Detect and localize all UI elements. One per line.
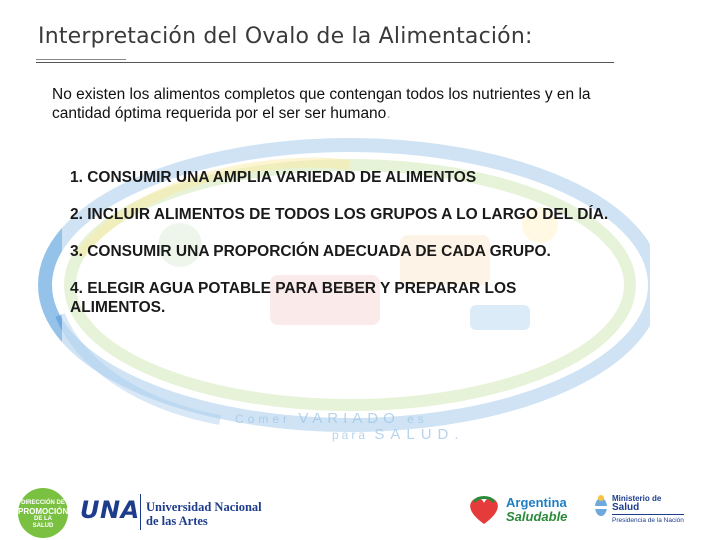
una-logo-mark: UNA [80, 496, 140, 524]
una-logo-name [146, 500, 262, 528]
promo-logo-line: DIRECCIÓN DE [21, 500, 65, 506]
argentina-saludable-heart-icon [466, 492, 502, 528]
recommendation-item: 3. CONSUMIR UNA PROPORCIÓN ADECUADA DE CADA GRUPO. [70, 243, 551, 260]
intro-text: No existen los alimentos completos que contengan todos los nutrientes y en la cantidad óptima requerida por el ser ser humano [52, 86, 591, 122]
promocion-salud-logo [18, 488, 68, 538]
promo-logo-line: SALUD [32, 523, 54, 529]
presidencia-line: Presidencia de la Nación [612, 514, 684, 525]
title-underline [36, 62, 614, 63]
background-slogan-line2 [332, 426, 465, 443]
intro-end: . [386, 105, 391, 122]
slogan-word: VARIADO [298, 410, 400, 427]
slogan-word: para [332, 428, 369, 442]
background-slogan-line1 [235, 410, 428, 427]
una-name-line: Universidad Nacional [146, 500, 262, 514]
title-underline-accent [36, 59, 126, 60]
slide-title: Interpretación del Ovalo de la Alimentación: [38, 24, 533, 49]
una-name-line: de las Artes [146, 514, 208, 528]
slogan-word: Comer [235, 412, 292, 426]
promo-logo-line: PROMOCIÓN [18, 507, 69, 516]
argentina-line: Argentina [506, 495, 567, 510]
slogan-word: es [407, 412, 428, 426]
ministerio-line: Ministerio de [612, 494, 662, 503]
recommendation-item: 4. ELEGIR AGUA POTABLE PARA BEBER Y PREPARAR LOS ALIMENTOS. [70, 280, 517, 316]
recommendation-item: 1. CONSUMIR UNA AMPLIA VARIEDAD DE ALIMENTOS [70, 169, 477, 186]
una-logo-divider [140, 494, 141, 530]
argentina-saludable-text [506, 496, 567, 524]
national-shield-icon [594, 494, 608, 518]
ministerio-line: Salud [612, 502, 640, 513]
saludable-line: Saludable [506, 509, 568, 524]
ministerio-salud-text [612, 494, 684, 525]
recommendation-item: 2. INCLUIR ALIMENTOS DE TODOS LOS GRUPOS A LO LARGO DEL DÍA. [70, 206, 609, 223]
recommendations-list [70, 168, 615, 335]
footer-logos [0, 478, 720, 540]
slogan-word: SALUD. [374, 426, 465, 443]
promo-logo-line: DE LA [34, 516, 52, 522]
intro-paragraph [52, 85, 612, 123]
